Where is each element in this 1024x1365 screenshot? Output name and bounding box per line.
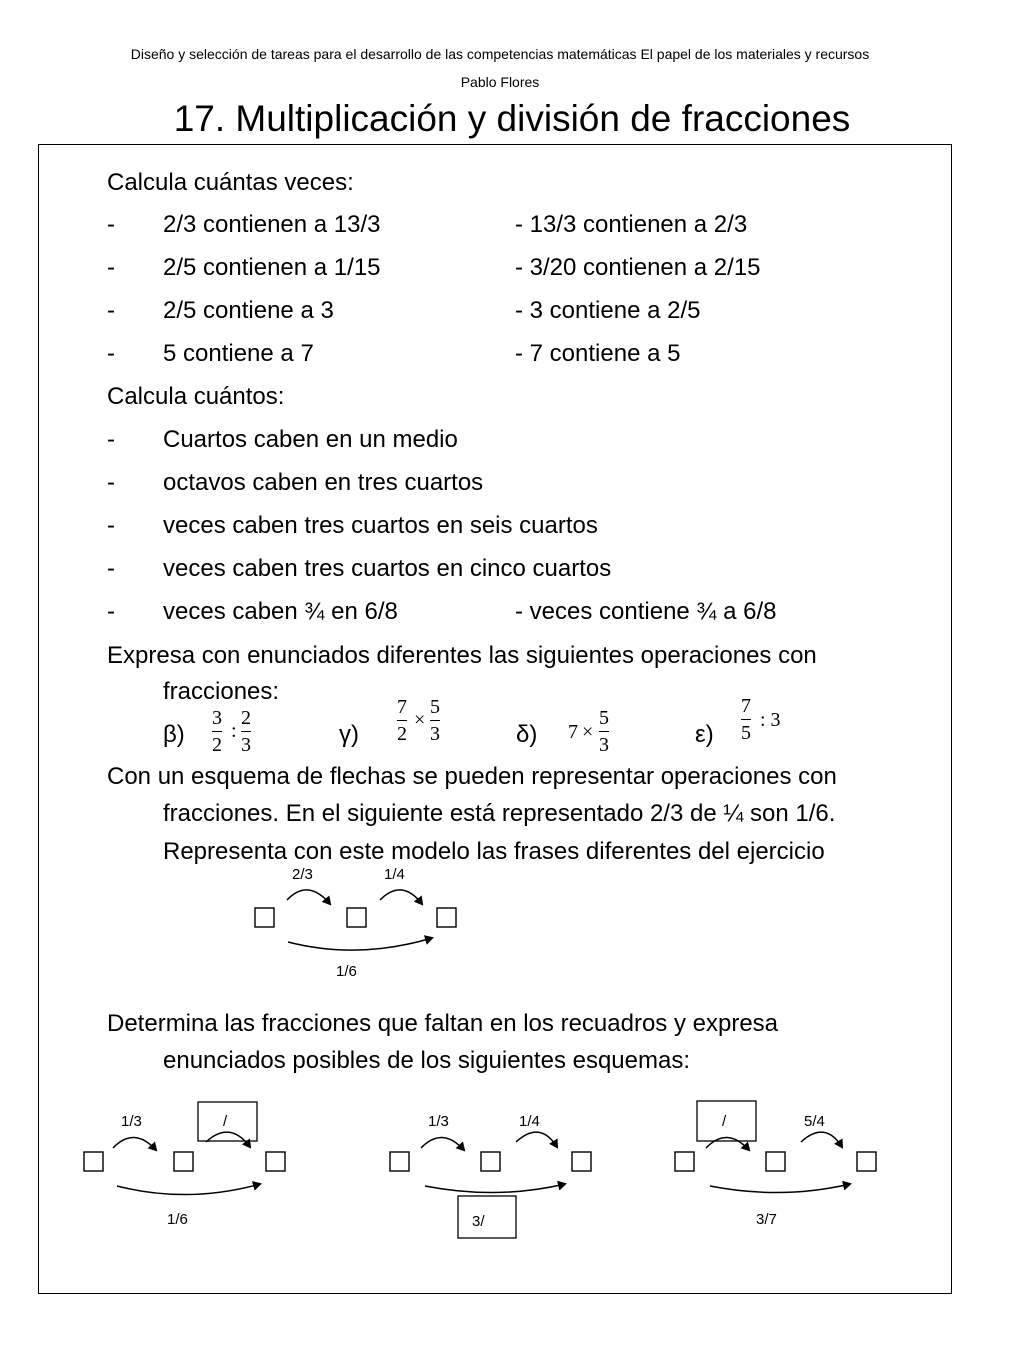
arrow-scheme-example xyxy=(240,860,480,985)
section5-line: Determina las fracciones que faltan en los recuadros y expresa xyxy=(107,1010,779,1037)
arrow xyxy=(206,1132,250,1147)
row-dash: - xyxy=(107,254,115,281)
document-author: Pablo Flores xyxy=(460,74,540,90)
missing-fraction-label: 3/ xyxy=(472,1213,485,1230)
arrow-scheme-3 xyxy=(670,1100,890,1240)
row-dash: - xyxy=(107,426,115,453)
operator-multiply: × xyxy=(414,709,426,731)
whole-number: 7 xyxy=(568,721,578,743)
fraction: 7 5 xyxy=(741,695,751,744)
empty-box xyxy=(481,1152,500,1171)
arrow-label: 1/4 xyxy=(519,1113,540,1130)
empty-box xyxy=(174,1152,193,1171)
arrow xyxy=(117,1184,260,1195)
arrow xyxy=(287,890,330,904)
empty-box xyxy=(766,1152,785,1171)
document-subtitle: Diseño y selección de tareas para el desarrollo de las competencias matemáticas El papel de los materiales y recursos xyxy=(130,46,870,62)
arrow xyxy=(421,1137,464,1150)
empty-box xyxy=(857,1152,876,1171)
exercise-item: - 3 contiene a 2/5 xyxy=(515,297,701,324)
missing-fraction-box xyxy=(198,1102,257,1141)
exercise-item: - 13/3 contienen a 2/3 xyxy=(515,211,748,238)
op-label-delta: δ) xyxy=(516,721,538,748)
empty-box xyxy=(675,1152,694,1171)
exercise-item: 2/5 contienen a 1/15 xyxy=(163,254,381,281)
row-dash: - xyxy=(107,297,115,324)
arrow xyxy=(113,1137,156,1150)
arrow xyxy=(710,1184,850,1193)
row-dash: - xyxy=(107,211,115,238)
arrow xyxy=(288,938,432,950)
fraction: 3 2 xyxy=(212,707,222,756)
empty-box xyxy=(266,1152,285,1171)
exercise-item: - 7 contiene a 5 xyxy=(515,340,681,367)
empty-box xyxy=(255,908,274,927)
arrow-result-label: 1/6 xyxy=(167,1211,188,1228)
empty-box xyxy=(347,908,366,927)
section2-heading: Calcula cuántos: xyxy=(107,383,285,410)
arrow xyxy=(706,1137,749,1150)
arrow-label: 1/3 xyxy=(428,1113,449,1130)
arrow xyxy=(801,1132,842,1147)
empty-box xyxy=(437,908,456,927)
operator-divide: : 3 xyxy=(760,709,781,731)
arrow-label: 5/4 xyxy=(804,1113,825,1130)
page-title: 17. Multiplicación y división de fracciones xyxy=(173,98,851,139)
operator-multiply: × xyxy=(582,721,594,743)
missing-fraction-label: / xyxy=(722,1113,727,1130)
arrow-label: 1/4 xyxy=(384,866,405,883)
arrow-result-label: 3/7 xyxy=(756,1211,777,1228)
arrow-label: 1/3 xyxy=(121,1113,142,1130)
exercise-item: - 3/20 contienen a 2/15 xyxy=(515,254,761,281)
exercise-item: Cuartos caben en un medio xyxy=(163,426,458,453)
op-label-gamma: γ) xyxy=(339,721,359,748)
section5-line: enunciados posibles de los siguientes esquemas: xyxy=(163,1047,691,1074)
row-dash: - xyxy=(107,469,115,496)
arrow-result-label: 1/6 xyxy=(336,963,357,980)
exercise-item: 2/5 contiene a 3 xyxy=(163,297,334,324)
section4-line: fracciones. En el siguiente está representado 2/3 de ¼ son 1/6. xyxy=(163,800,836,827)
row-dash: - xyxy=(107,340,115,367)
exercise-item: 2/3 contienen a 13/3 xyxy=(163,211,381,238)
fraction: 5 3 xyxy=(599,707,609,756)
operator-divide: : xyxy=(231,720,237,742)
section3-line: Expresa con enunciados diferentes las siguientes operaciones con xyxy=(107,642,817,669)
row-dash: - xyxy=(107,598,115,625)
exercise-item: 5 contiene a 7 xyxy=(163,340,314,367)
exercise-item: veces caben tres cuartos en cinco cuartos xyxy=(163,555,612,582)
row-dash: - xyxy=(107,555,115,582)
row-dash: - xyxy=(107,512,115,539)
empty-box xyxy=(572,1152,591,1171)
section4-line: Con un esquema de flechas se pueden representar operaciones con xyxy=(107,763,837,790)
exercise-item: - veces contiene ¾ a 6/8 xyxy=(515,598,777,625)
arrow xyxy=(425,1184,565,1193)
section3-line: fracciones: xyxy=(163,678,280,705)
arrow xyxy=(516,1132,557,1147)
fraction: 5 3 xyxy=(430,696,440,745)
section4-line: Representa con este modelo las frases diferentes del ejercicio xyxy=(163,838,825,865)
arrow-label: 2/3 xyxy=(292,866,313,883)
arrow-scheme-1 xyxy=(80,1100,300,1240)
empty-box xyxy=(390,1152,409,1171)
exercise-item: octavos caben en tres cuartos xyxy=(163,469,484,496)
missing-fraction-box xyxy=(458,1196,516,1238)
op-label-epsilon: ε) xyxy=(695,721,714,748)
missing-fraction-box xyxy=(697,1101,756,1141)
missing-fraction-label: / xyxy=(223,1113,228,1130)
exercise-item: veces caben ¾ en 6/8 xyxy=(163,598,398,625)
arrow xyxy=(380,890,422,904)
op-label-beta: β) xyxy=(163,721,185,748)
empty-box xyxy=(84,1152,103,1171)
section1-heading: Calcula cuántas veces: xyxy=(107,169,354,196)
arrow-scheme-2 xyxy=(385,1100,605,1245)
exercise-item: veces caben tres cuartos en seis cuartos xyxy=(163,512,598,539)
fraction: 2 3 xyxy=(241,707,251,756)
fraction: 7 2 xyxy=(397,696,407,745)
